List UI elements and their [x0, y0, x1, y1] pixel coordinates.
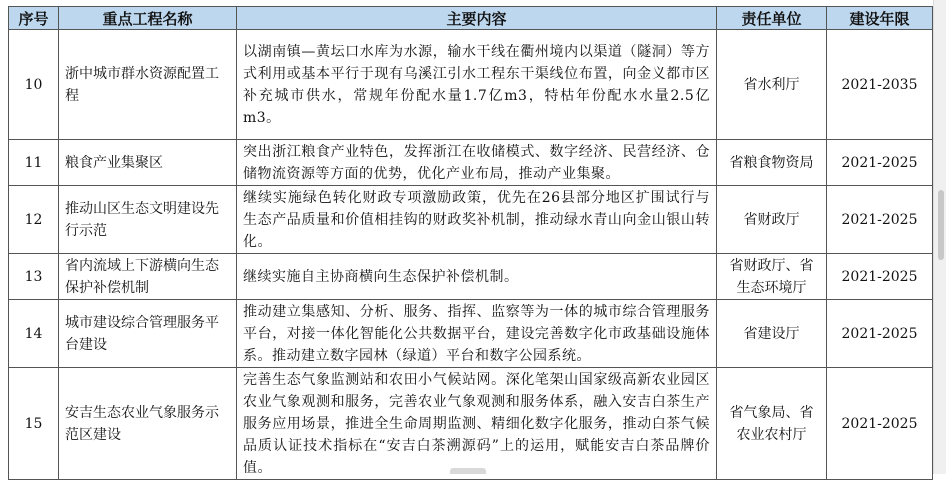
row-years: 2021-2025 — [827, 300, 933, 368]
row-content: 突出浙江粮食产业特色，发挥浙江在收储模式、数字经济、民营经济、仓储物流资源等方面的优势，优化产业布局，推动产业集聚。 — [237, 140, 717, 186]
row-unit: 省水利厅 — [717, 30, 827, 140]
row-years: 2021-2035 — [827, 30, 933, 140]
row-content: 完善生态气象监测站和农田小气候站网。深化笔架山国家级高新农业园区农业气象观测和服务，完善农业气象观测和服务体系，融入安吉白茶生产服务应用场景，推进全生命周期监测、精细化数字化服务，推动白茶气候品质认证技术指标在“安吉白茶溯源码”上的运用，赋能安吉白茶品牌价值。 — [237, 368, 717, 480]
row-num: 12 — [9, 186, 59, 254]
row-project: 粮食产业集聚区 — [59, 140, 237, 186]
row-content: 继续实施绿色转化财政专项激励政策，优先在26县部分地区扩围试行与生态产品质量和价值相挂钩的财政奖补机制，推动绿水青山向金山银山转化。 — [237, 186, 717, 254]
row-project: 城市建设综合管理服务平台建设 — [59, 300, 237, 368]
scrollbar-thumb[interactable] — [938, 190, 944, 260]
row-project: 浙中城市群水资源配置工程 — [59, 30, 237, 140]
header-project: 重点工程名称 — [59, 7, 237, 30]
row-unit: 省气象局、省农业农村厅 — [717, 368, 827, 480]
header-years: 建设年限 — [827, 7, 933, 30]
row-num: 15 — [9, 368, 59, 480]
row-unit: 省财政厅 — [717, 186, 827, 254]
row-unit: 省建设厅 — [717, 300, 827, 368]
table-row — [9, 140, 933, 186]
row-project: 省内流域上下游横向生态保护补偿机制 — [59, 254, 237, 300]
header-content: 主要内容 — [237, 7, 717, 30]
table-row — [9, 368, 933, 480]
row-years: 2021-2025 — [827, 368, 933, 480]
row-num: 11 — [9, 140, 59, 186]
row-num: 13 — [9, 254, 59, 300]
key-projects-table — [8, 6, 933, 480]
header-unit: 责任单位 — [717, 7, 827, 30]
row-years: 2021-2025 — [827, 254, 933, 300]
row-content: 推动建立集感知、分析、服务、指挥、监察等为一体的城市综合管理服务平台，对接一体化智能化公共数据平台，建设完善数字化市政基础设施体系。推动建立数字园林（绿道）平台和数字公园系统。 — [237, 300, 717, 368]
row-unit: 省粮食物资局 — [717, 140, 827, 186]
vertical-scrollbar[interactable] — [933, 0, 946, 474]
table-row — [9, 30, 933, 140]
row-num: 10 — [9, 30, 59, 140]
row-num: 14 — [9, 300, 59, 368]
row-project: 安吉生态农业气象服务示范区建设 — [59, 368, 237, 480]
table-row — [9, 254, 933, 300]
bottom-resize-handle[interactable] — [450, 468, 486, 474]
row-content: 继续实施自主协商横向生态保护补偿机制。 — [237, 254, 717, 300]
table-row — [9, 300, 933, 368]
row-years: 2021-2025 — [827, 186, 933, 254]
row-years: 2021-2025 — [827, 140, 933, 186]
row-project: 推动山区生态文明建设先行示范 — [59, 186, 237, 254]
table-row — [9, 186, 933, 254]
header-num: 序号 — [9, 7, 59, 30]
table-header-row — [9, 7, 933, 30]
row-content: 以湖南镇—黄坛口水库为水源，输水干线在衢州境内以渠道（隧洞）等方式利用或基本平行于现有乌溪江引水工程东干渠线位布置，向金义都市区补充城市供水，常规年份配水量1.7亿m3，特枯年份配水水量2.5亿m3。 — [237, 30, 717, 140]
row-unit: 省财政厅、省生态环境厅 — [717, 254, 827, 300]
